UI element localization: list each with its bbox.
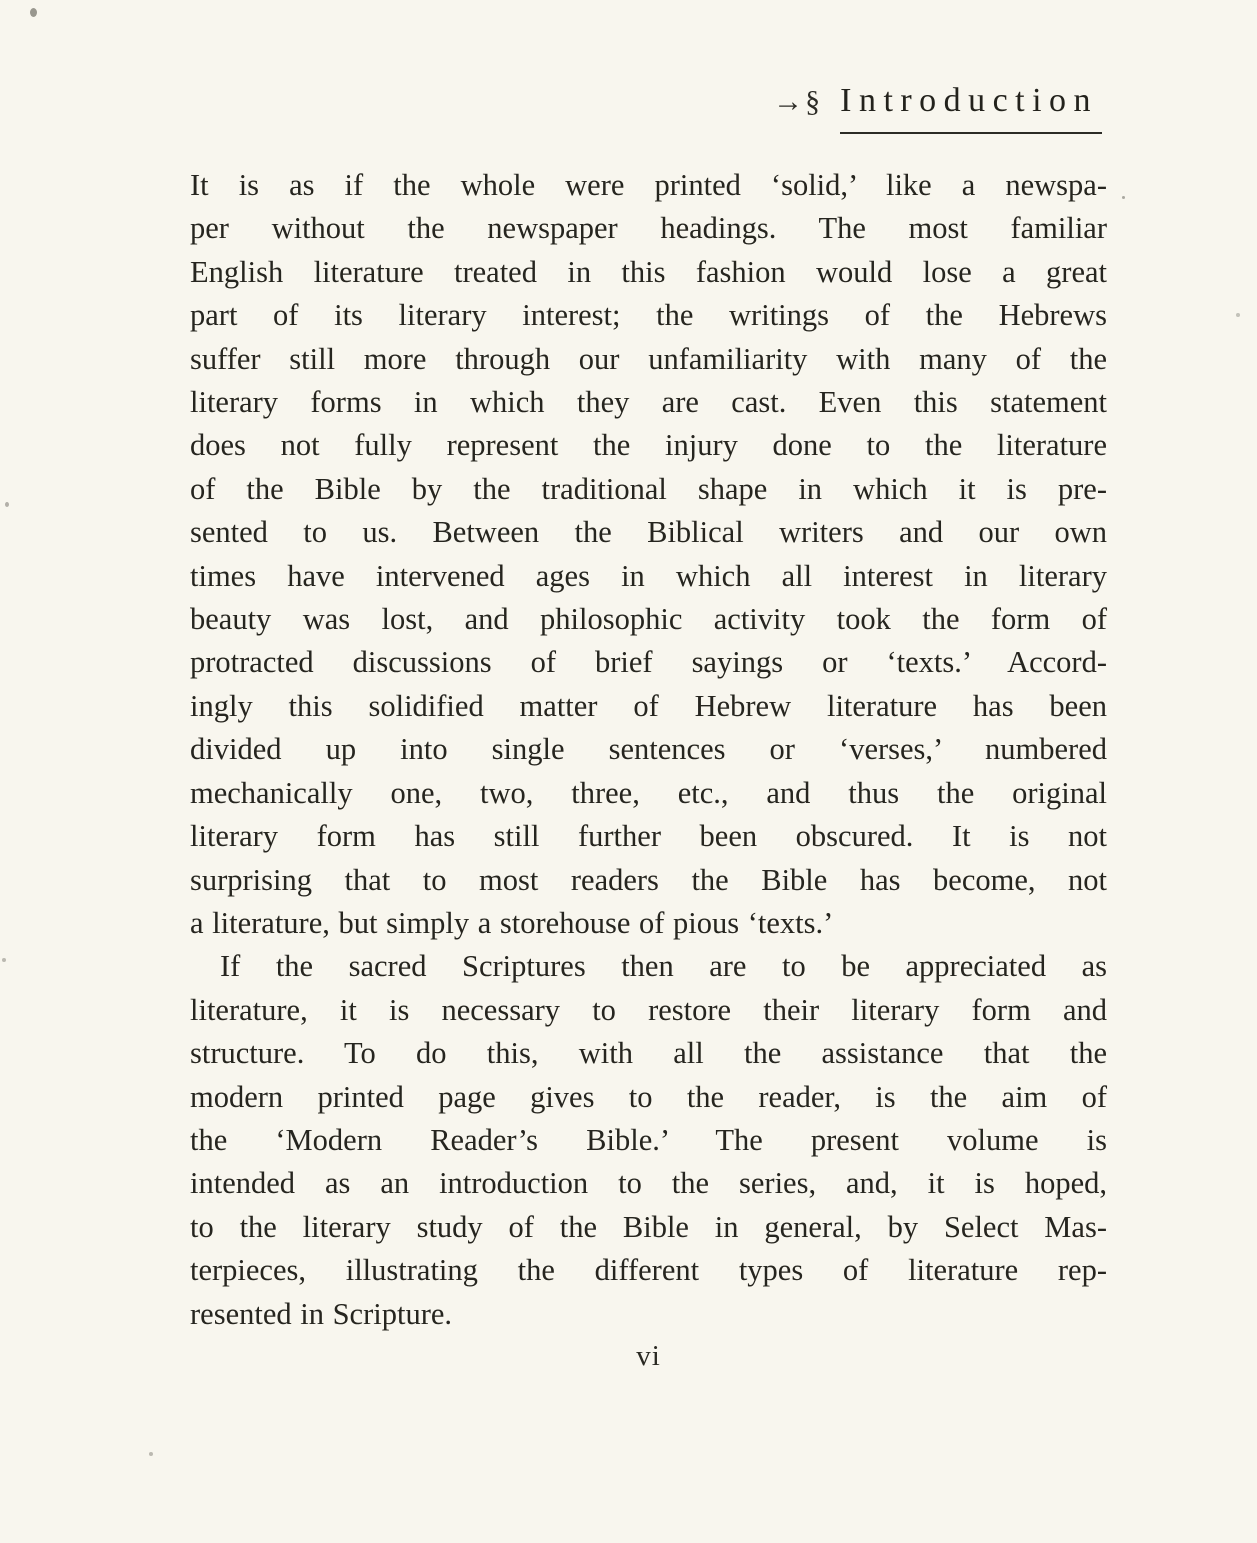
text-line: of the Bible by the traditional shape in which it is pre-: [190, 471, 1107, 506]
page-header: [773, 82, 1102, 134]
text-line: intended as an introduction to the series, and, it is hoped,: [190, 1166, 1107, 1201]
text-line: It is as if the whole were printed ‘solid,’ like a newspa-: [190, 168, 1107, 202]
text-line: mechanically one, two, three, etc., and thus the original: [190, 775, 1107, 810]
text-line: English literature treated in this fashion would lose a great: [190, 254, 1107, 289]
text-line: If the sacred Scriptures then are to be appreciated as: [220, 949, 1107, 984]
scan-speck: [1236, 313, 1240, 317]
text-line: literary forms in which they are cast. Even this statement: [190, 385, 1107, 420]
text-line: per without the newspaper headings. The most familiar: [190, 211, 1107, 246]
page-title: Introduction: [840, 82, 1102, 134]
text-line: protracted discussions of brief sayings or ‘texts.’ Accord-: [190, 645, 1107, 680]
text-line: literary form has still further been obscured. It is not: [190, 819, 1107, 854]
scan-speck: [149, 1452, 153, 1456]
text-body: [190, 164, 1107, 1336]
scan-speck: [2, 958, 6, 962]
text-line: surprising that to most readers the Bible has become, not: [190, 862, 1107, 897]
text-line: the ‘Modern Reader’s Bible.’ The present volume is: [190, 1122, 1107, 1157]
text-line: beauty was lost, and philosophic activity took the form of: [190, 602, 1107, 637]
text-line: modern printed page gives to the reader, is the aim of: [190, 1079, 1107, 1114]
text-line: does not fully represent the injury done to the literature: [190, 428, 1107, 463]
text-line: literature, it is necessary to restore their literary form and: [190, 992, 1107, 1027]
text-line: divided up into single sentences or ‘verses,’ numbered: [190, 732, 1107, 767]
text-line: a literature, but simply a storehouse of pious ‘texts.’: [190, 905, 834, 940]
text-line: structure. To do this, with all the assistance that the: [190, 1036, 1107, 1071]
page-number: vi: [636, 1340, 661, 1372]
text-line: resented in Scripture.: [190, 1296, 453, 1331]
text-line: times have intervened ages in which all interest in literary: [190, 558, 1107, 593]
text-line: to the literary study of the Bible in general, by Select Mas-: [190, 1209, 1107, 1244]
text-line: suffer still more through our unfamiliarity with many of the: [190, 341, 1107, 376]
scan-speck: [1122, 196, 1125, 199]
scan-speck: [5, 502, 9, 507]
header-ornament-icon: →§: [773, 85, 823, 118]
text-line: terpieces, illustrating the different types of literature rep-: [190, 1253, 1107, 1288]
scan-speck: [30, 8, 37, 17]
text-line: sented to us. Between the Biblical writers and our own: [190, 515, 1107, 550]
text-line: ingly this solidified matter of Hebrew literature has been: [190, 688, 1107, 723]
text-line: part of its literary interest; the writings of the Hebrews: [190, 298, 1107, 333]
